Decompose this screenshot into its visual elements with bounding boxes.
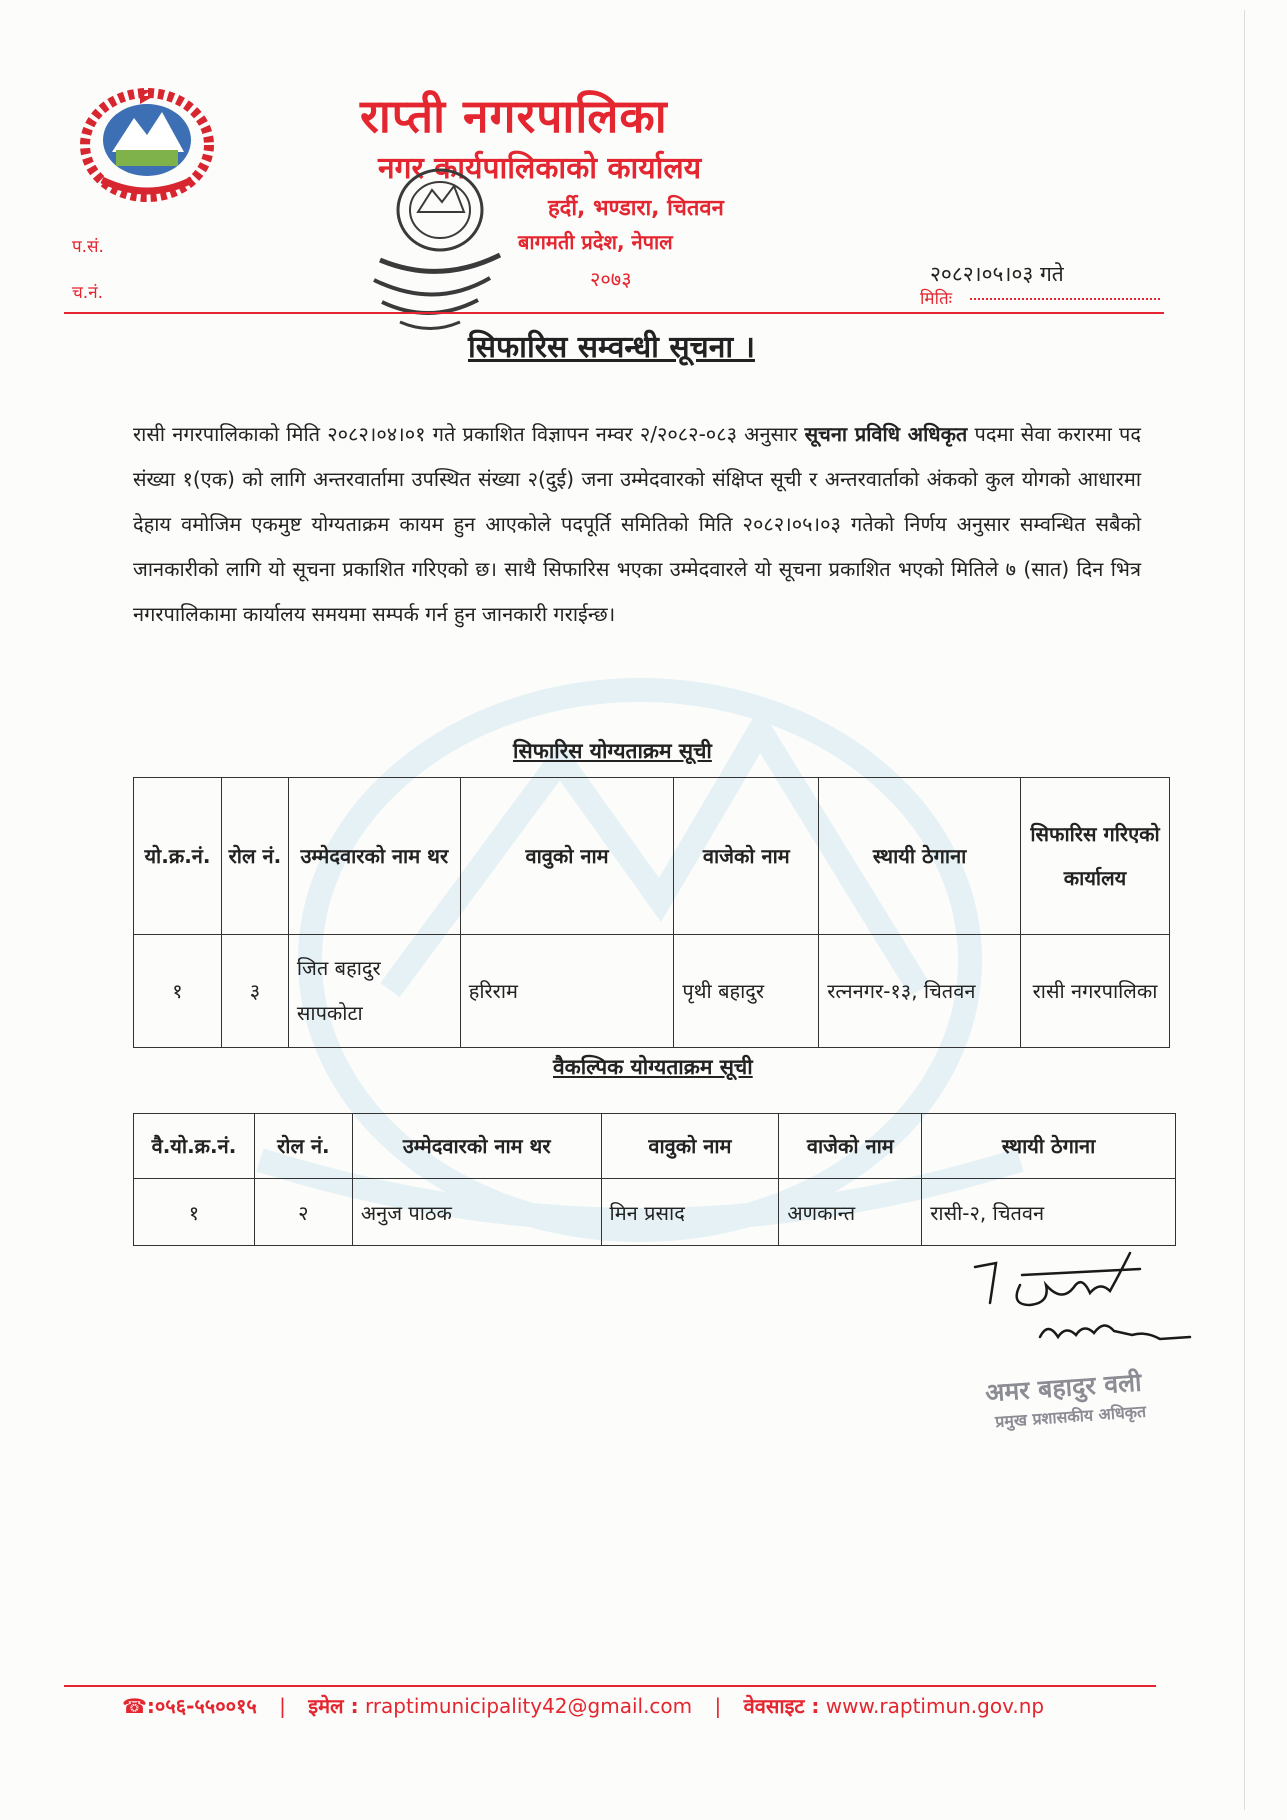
table-header-row xyxy=(134,778,1170,935)
footer-email[interactable]: rraptimunicipality42@gmail.com xyxy=(364,1694,693,1718)
table-cell: पृथी बहादुर xyxy=(674,935,819,1048)
table-header-cell: स्थायी ठेगाना xyxy=(819,778,1021,935)
table-cell: अणकान्त xyxy=(779,1179,922,1246)
table-header-cell: उम्मेदवारको नाम थर xyxy=(288,778,460,935)
page-edge xyxy=(1244,10,1245,1810)
recommended-table xyxy=(133,777,1170,1048)
table-cell: अनुज पाठक xyxy=(352,1179,601,1246)
table-header-cell: वै.यो.क्र.नं. xyxy=(134,1114,255,1179)
table-cell: ३ xyxy=(221,935,288,1048)
alternate-table xyxy=(133,1113,1176,1246)
signatory-role: प्रमुख प्रशासकीय अधिकृत xyxy=(994,1401,1147,1432)
footer-phone: ☎:०५६-५५००१५ xyxy=(122,1694,257,1718)
signatory-name: अमर बहादुर वली xyxy=(984,1367,1143,1408)
notice-body-post-name: सूचना प्रविधि अधिकृत xyxy=(804,422,968,446)
footer-separator: | xyxy=(279,1694,286,1718)
footer-separator: | xyxy=(714,1694,722,1718)
alternate-list-title: वैकल्पिक योग्यताक्रम सूची xyxy=(553,1055,753,1079)
table-cell: मिन प्रसाद xyxy=(601,1179,779,1246)
table-cell: रासी नगरपालिका xyxy=(1021,935,1170,1048)
footer-website[interactable]: www.raptimun.gov.np xyxy=(825,1694,1045,1718)
table-cell: रत्ननगर-१३, चितवन xyxy=(819,935,1021,1048)
table-cell: जित बहादुर सापकोटा xyxy=(288,935,460,1048)
table-header-cell: वाजेको नाम xyxy=(779,1114,922,1179)
notice-date: २०८२।०५।०३ गते xyxy=(930,262,1064,286)
recommended-list-title: सिफारिस योग्यताक्रम सूची xyxy=(513,739,712,763)
table-header-cell: रोल नं. xyxy=(221,778,288,935)
table-header-cell: उम्मेदवारको नाम थर xyxy=(352,1114,601,1179)
footer-website-label: वेवसाइट : xyxy=(743,1694,820,1718)
date-dotted-line xyxy=(970,298,1160,300)
table-cell: हरिराम xyxy=(460,935,674,1048)
table-cell: २ xyxy=(254,1179,352,1246)
table-header-cell: वाजेको नाम xyxy=(674,778,819,935)
header-divider xyxy=(64,312,1164,314)
table-header-cell: रोल नं. xyxy=(254,1114,352,1179)
footer-divider xyxy=(64,1685,1156,1687)
org-title: राप्ती नगरपालिका xyxy=(360,89,668,143)
table-header-cell: वावुको नाम xyxy=(460,778,674,935)
footer xyxy=(122,1692,1044,1719)
dispatch-number-label: च.नं. xyxy=(72,283,104,303)
table-cell: १ xyxy=(134,935,222,1048)
org-year: २०७३ xyxy=(590,267,632,291)
table-row xyxy=(134,1179,1176,1246)
reference-number-label: प.सं. xyxy=(72,237,104,257)
table-cell: १ xyxy=(134,1179,255,1246)
table-header-cell: सिफारिस गरिएको कार्यालय xyxy=(1021,778,1170,935)
notice-title: सिफारिस सम्वन्धी सूचना । xyxy=(468,330,755,365)
notice-body xyxy=(133,412,1141,637)
handwritten-signature-icon xyxy=(970,1245,1210,1355)
org-address-line2: बागमती प्रदेश, नेपाल xyxy=(518,230,673,254)
footer-email-label: इमेल : xyxy=(308,1694,359,1718)
table-row xyxy=(134,935,1170,1048)
nepal-emblem-icon xyxy=(72,80,222,205)
table-cell: रासी-२, चितवन xyxy=(922,1179,1176,1246)
table-header-cell: वावुको नाम xyxy=(601,1114,779,1179)
table-header-cell: स्थायी ठेगाना xyxy=(922,1114,1176,1179)
notice-body-part1: रासी नगरपालिकाको मिति २०८२।०४।०१ गते प्रकाशित विज्ञापन नम्वर २/२०८२-०८३ अनुसार xyxy=(133,422,798,446)
notice-body-part2: पदमा सेवा करारमा पद संख्या १(एक) को लागि अन्तरवार्तामा उपस्थित संख्या २(दुई) जना उम्मेदवारको संक्षिप्त सूची र अन्तरवार्ताको अंकको कुल योगको आधारमा देहाय वमोजिम एकमुष्ट योग्यताक्रम कायम हुन आएकोले पदपूर्ति समितिको मिति २०८२।०५।०३ गतेको निर्णय अनुसार सम्वन्धित सबैको जानकारीको लागि यो सूचना प्रकाशित गरिएको छ। साथै सिफारिस भएका उम्मेदवारले यो सूचना प्रकाशित भएको मितिले ७ (सात) दिन भित्र नगरपालिकामा कार्यालय समयमा सम्पर्क गर्न हुन जानकारी गराईन्छ। xyxy=(133,422,1141,626)
org-subtitle: नगर कार्यपालिकाको कार्यालय xyxy=(378,151,702,186)
table-header-row xyxy=(134,1114,1176,1179)
org-address-line1: हर्दी, भण्डारा, चितवन xyxy=(548,196,724,221)
table-header-cell: यो.क्र.नं. xyxy=(134,778,222,935)
date-label: मितिः xyxy=(920,289,953,309)
